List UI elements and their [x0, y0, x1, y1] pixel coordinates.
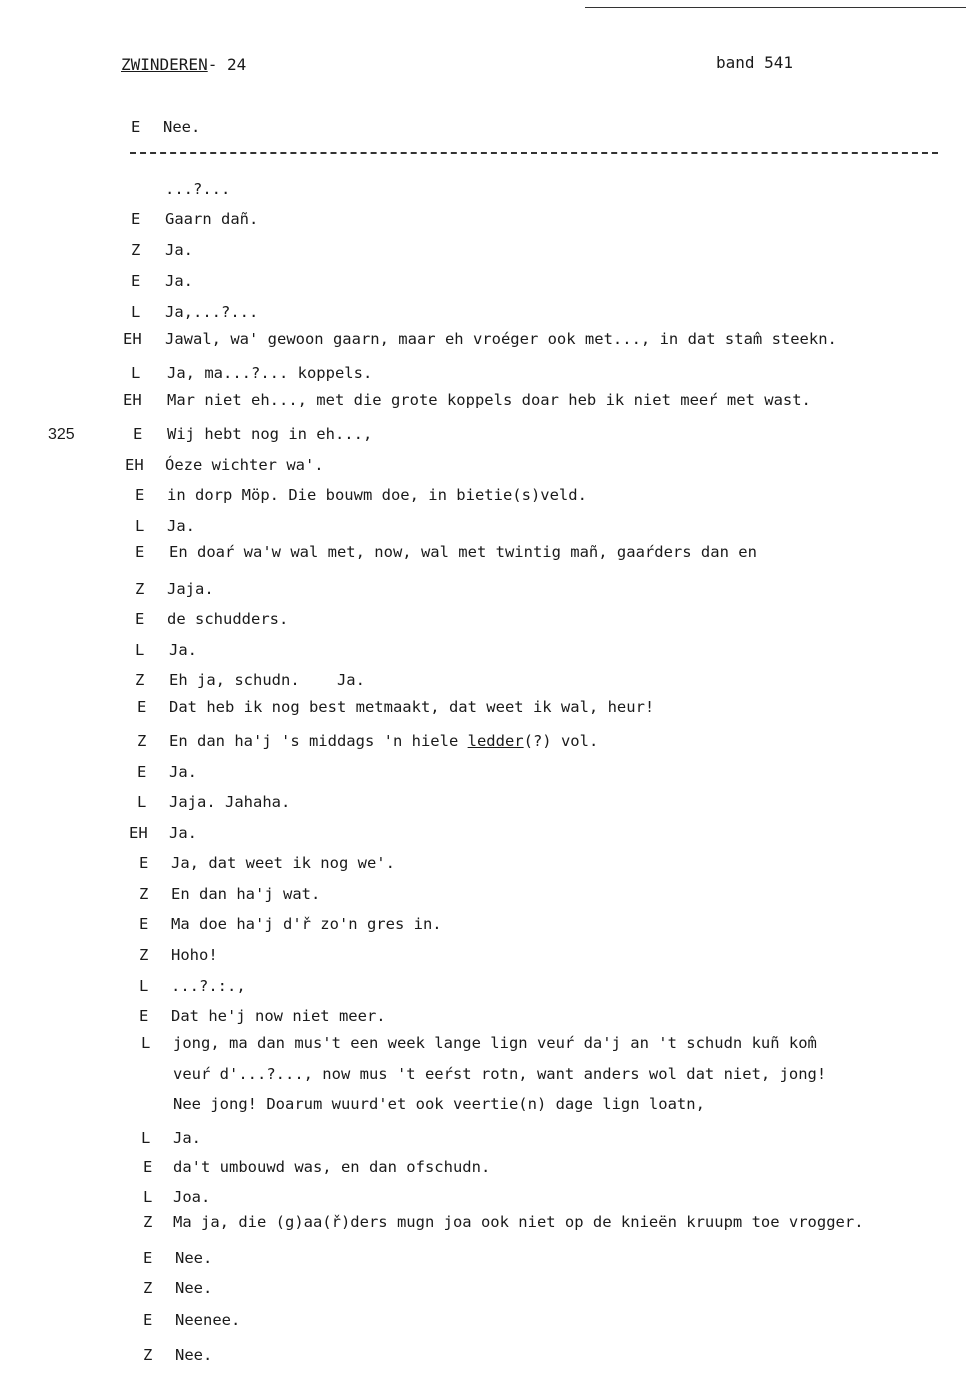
- speaker-label: E: [131, 272, 141, 290]
- section-divider: [130, 152, 938, 154]
- utterance-text: [165, 241, 193, 259]
- speaker-label: E: [137, 698, 147, 716]
- utterance-text: [165, 180, 230, 198]
- utterance-main: Nee.: [175, 1249, 213, 1267]
- transcript-line: [0, 977, 966, 999]
- speaker-label: E: [135, 610, 145, 628]
- speaker-label: E: [139, 1007, 149, 1025]
- speaker-label: E: [139, 915, 149, 933]
- utterance-main: Nee.: [175, 1279, 213, 1297]
- utterance-text: [167, 486, 587, 504]
- transcript-line: [0, 391, 966, 413]
- utterance-text: [175, 1346, 212, 1364]
- utterance-main: Ja.: [165, 272, 193, 290]
- utterance-main: Ja, ma...?... koppels.: [167, 364, 373, 382]
- utterance-text: [173, 1034, 817, 1052]
- speaker-label: EH: [123, 330, 142, 348]
- speaker-label: L: [131, 303, 141, 321]
- utterance-main: Ja,...?...: [165, 303, 259, 321]
- utterance-main: Ja.: [173, 1129, 201, 1147]
- utterance-main: En dan ha'j 's middags 'n hiele: [169, 732, 468, 750]
- speaker-label: Z: [143, 1346, 153, 1364]
- utterance-text: [173, 1095, 705, 1113]
- utterance-main: Dat he'j now niet meer.: [171, 1007, 386, 1025]
- speaker-label: Z: [139, 885, 149, 903]
- utterance-text: [171, 977, 246, 995]
- speaker-label: E: [135, 486, 145, 504]
- transcript-line: [0, 641, 966, 663]
- speaker-label: L: [143, 1188, 153, 1206]
- transcript-line: [0, 946, 966, 968]
- utterance-text: [165, 330, 837, 348]
- utterance-text: [167, 364, 372, 382]
- speaker-label: L: [135, 641, 145, 659]
- speaker-label: E: [133, 425, 143, 443]
- utterance-main: in dorp Möp. Die bouwm doe, in bietie(s)veld.: [167, 486, 587, 504]
- transcript-line: [0, 1065, 966, 1087]
- transcript-line: [0, 1158, 966, 1180]
- speaker-label: E: [131, 210, 141, 228]
- utterance-main: Nee jong! Doarum wuurd'et ook veertie(n) dage lign loatn,: [173, 1095, 705, 1113]
- utterance-main: Joa.: [173, 1188, 211, 1206]
- transcript-line: [0, 1188, 966, 1210]
- transcript-line: [0, 1007, 966, 1029]
- speaker-label: L: [139, 977, 149, 995]
- speaker-label: L: [141, 1034, 151, 1052]
- utterance-text: [173, 1065, 826, 1083]
- underlined-word: ledder: [467, 732, 524, 750]
- utterance-text: [171, 946, 218, 964]
- transcript-line: [0, 330, 966, 352]
- utterance-main: jong, ma dan mus't een week lange lign veuŕ da'j an 't schudn kuñ kom̂: [173, 1034, 817, 1052]
- transcript-line: [0, 543, 966, 565]
- utterance-text: [167, 391, 811, 409]
- speaker-label: L: [137, 793, 147, 811]
- utterance-main: Nee.: [175, 1346, 213, 1364]
- speaker-label: L: [141, 1129, 151, 1147]
- speaker-label: E: [139, 854, 149, 872]
- utterance-main: Ja, dat weet ik nog we'.: [171, 854, 395, 872]
- utterance-text: [169, 671, 365, 689]
- speaker-label: Z: [143, 1213, 153, 1231]
- speaker-label: Z: [135, 671, 145, 689]
- utterance-main: Ma ja, die (g)aa(ř)ders mugn joa ook niet op de knieën kruupm toe vrogger.: [173, 1213, 864, 1231]
- utterance-main: Hoho!: [171, 946, 218, 964]
- utterance-main: Ja.: [165, 241, 193, 259]
- speaker-label: E: [131, 118, 141, 136]
- speaker-label: L: [131, 364, 141, 382]
- utterance-main: Nee.: [163, 118, 201, 136]
- utterance-main: En doaŕ wa'w wal met, now, wal met twintig mañ, gaaŕders dan en: [169, 543, 757, 561]
- top-rule: [585, 7, 966, 8]
- transcript-line: [0, 1095, 966, 1117]
- speaker-label: Z: [139, 946, 149, 964]
- transcript-line: [0, 517, 966, 539]
- utterance-text: [171, 1007, 386, 1025]
- speaker-label: Z: [131, 241, 141, 259]
- utterance-after: (?) vol.: [523, 732, 599, 750]
- transcript-line: [0, 1346, 966, 1368]
- utterance-text: [165, 272, 193, 290]
- transcript-line: [0, 580, 966, 602]
- speaker-label: Z: [137, 732, 147, 750]
- margin-number: 325: [48, 426, 75, 443]
- place-name: ZWINDEREN: [121, 55, 208, 74]
- utterance-main: Wij hebt nog in eh...,: [167, 425, 373, 443]
- utterance-text: [169, 641, 197, 659]
- transcript-line: [0, 793, 966, 815]
- transcript-line: [0, 1129, 966, 1151]
- transcript-line: [0, 732, 966, 754]
- utterance-main: Óeze wichter wa'.: [165, 456, 324, 474]
- utterance-text: [167, 610, 288, 628]
- utterance-text: [169, 543, 757, 561]
- page-suffix: - 24: [207, 55, 247, 74]
- utterance-text: [173, 1158, 490, 1176]
- utterance-main: Jaja.: [167, 580, 214, 598]
- transcript-line: [0, 364, 966, 386]
- speaker-label: E: [143, 1311, 153, 1329]
- transcript-line: [0, 698, 966, 720]
- utterance-main: Ma doe ha'j d'ř zo'n gres in.: [171, 915, 442, 933]
- speaker-label: EH: [125, 456, 144, 474]
- transcript-line: [0, 1311, 966, 1333]
- utterance-main: Mar niet eh..., met die grote koppels doar heb ik niet meeŕ met wast.: [167, 391, 811, 409]
- utterance-text: [173, 1129, 201, 1147]
- transcript-line: [0, 1034, 966, 1056]
- utterance-text: [169, 824, 197, 842]
- utterance-main: Ja.: [167, 517, 195, 535]
- transcript-line: [0, 671, 966, 693]
- utterance-text: [163, 118, 200, 136]
- utterance-text: [165, 210, 258, 228]
- utterance-main: veuŕ d'...?..., now mus 't eeŕst rotn, want anders wol dat niet, jong!: [173, 1065, 827, 1083]
- utterance-main: Gaarn dañ.: [165, 210, 259, 228]
- utterance-text: [171, 854, 395, 872]
- utterance-main: de schudders.: [167, 610, 289, 628]
- utterance-text: [175, 1249, 212, 1267]
- transcript-line: [0, 610, 966, 632]
- transcript-line: [0, 425, 966, 447]
- utterance-main: Ja.: [169, 763, 197, 781]
- utterance-text: [171, 915, 442, 933]
- transcript-line: [0, 1213, 966, 1235]
- utterance-main: da't umbouwd was, en dan ofschudn.: [173, 1158, 491, 1176]
- transcript-line: [0, 180, 966, 202]
- utterance-text: [169, 763, 197, 781]
- speaker-label: EH: [123, 391, 142, 409]
- utterance-text: [175, 1279, 212, 1297]
- utterance-text: [169, 698, 654, 716]
- utterance-main: Ja.: [169, 824, 197, 842]
- speaker-label: EH: [129, 824, 148, 842]
- transcript-line: [0, 854, 966, 876]
- speaker-label: E: [143, 1158, 153, 1176]
- transcript-line: [0, 824, 966, 846]
- utterance-main: En dan ha'j wat.: [171, 885, 321, 903]
- transcript-line: [0, 118, 966, 140]
- utterance-main: Jaja. Jahaha.: [169, 793, 291, 811]
- band-label: band 541: [716, 53, 794, 72]
- transcript-line: [0, 303, 966, 325]
- utterance-main: Neenee.: [175, 1311, 241, 1329]
- transcript-line: [0, 210, 966, 232]
- page-header-left: [121, 55, 246, 74]
- utterance-main: Jawal, wa' gewoon gaarn, maar eh vroéger ook met..., in dat stam̂ steekn.: [165, 330, 837, 348]
- utterance-text: [169, 732, 598, 750]
- utterance-text: [171, 885, 320, 903]
- utterance-text: [167, 517, 195, 535]
- transcript-line: [0, 456, 966, 478]
- utterance-text: [175, 1311, 240, 1329]
- transcript-line: [0, 1279, 966, 1301]
- transcript-line: [0, 885, 966, 907]
- transcript-line: [0, 486, 966, 508]
- transcript-line: [0, 241, 966, 263]
- utterance-text: [167, 580, 214, 598]
- transcript-line: [0, 915, 966, 937]
- utterance-main: Dat heb ik nog best metmaakt, dat weet ik wal, heur!: [169, 698, 655, 716]
- speaker-label: L: [135, 517, 145, 535]
- utterance-text: [169, 793, 290, 811]
- transcript-line: [0, 1249, 966, 1271]
- speaker-label: Z: [135, 580, 145, 598]
- transcript-line: [0, 272, 966, 294]
- utterance-main: Eh ja, schudn. Ja.: [169, 671, 365, 689]
- speaker-label: Z: [143, 1279, 153, 1297]
- utterance-main: ...?.:.,: [171, 977, 246, 995]
- utterance-main: Ja.: [169, 641, 197, 659]
- utterance-main: ...?...: [165, 180, 231, 198]
- speaker-label: E: [135, 543, 145, 561]
- utterance-text: [173, 1213, 864, 1231]
- speaker-label: E: [137, 763, 147, 781]
- utterance-text: [165, 456, 324, 474]
- utterance-text: [167, 425, 372, 443]
- speaker-label: E: [143, 1249, 153, 1267]
- utterance-text: [165, 303, 258, 321]
- transcript-line: [0, 763, 966, 785]
- utterance-text: [173, 1188, 210, 1206]
